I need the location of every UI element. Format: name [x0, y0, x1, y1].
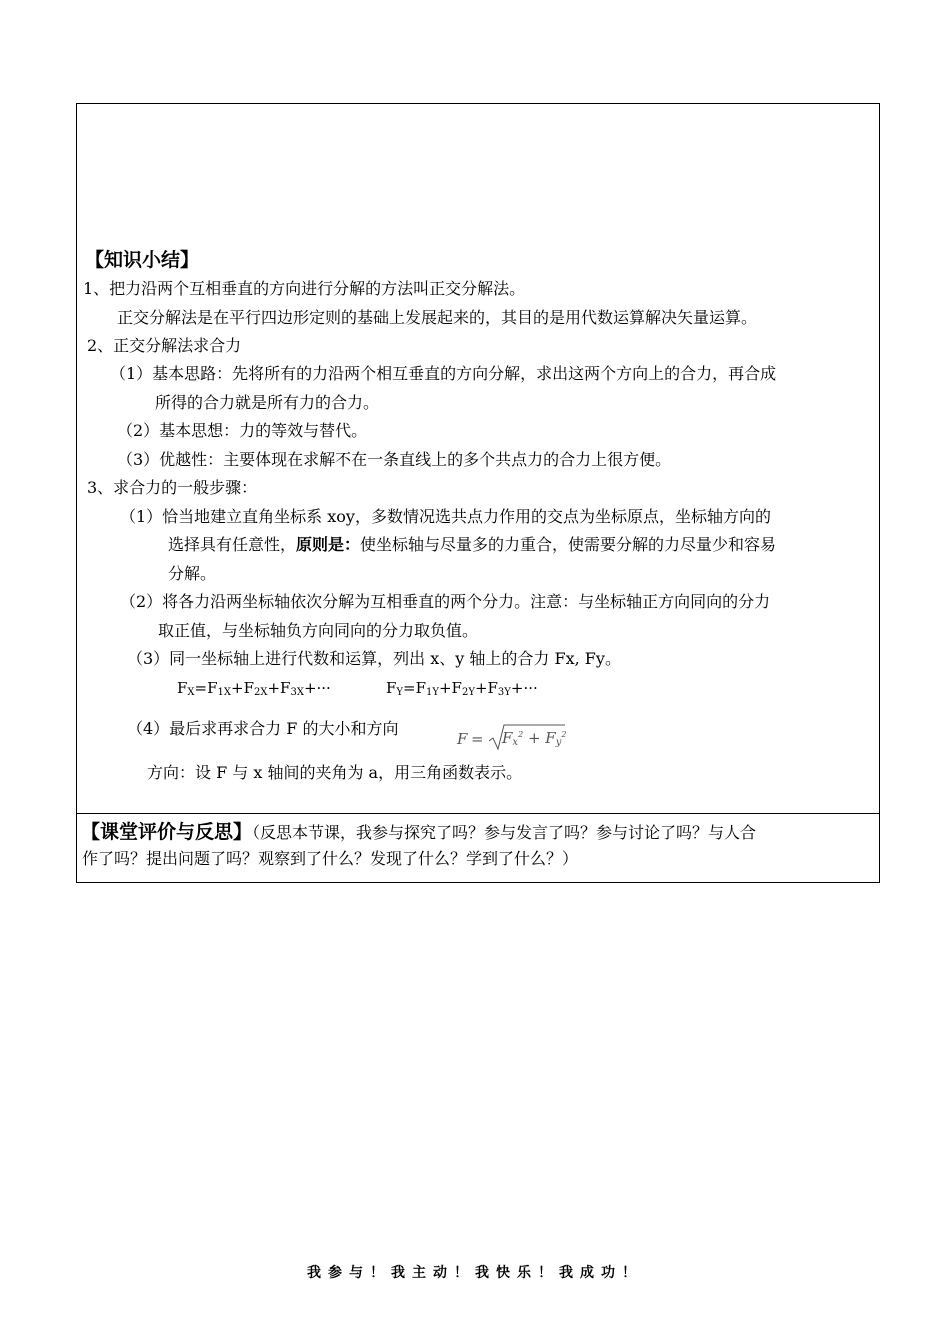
content-box [76, 103, 880, 883]
summary-item-1-continued: 正交分解法是在平行四边形定则的基础上发展起来的，其目的是用代数运算解决矢量运算。 [117, 308, 758, 327]
fy-equation: $F_Y=F_{1Y}+F_{2Y}+F_{3Y}+\cdot\cdot\cdot$ [386, 679, 538, 698]
step-1: （1）恰当地建立直角坐标系 xoy，多数情况选共点力作用的交点为坐标原点，坐标轴方向的 [120, 507, 771, 526]
footer-slogan: 我参与！我主动！我快乐！我成功！ [307, 1265, 643, 1281]
reflection-text-continued: 作了吗？提出问题了吗？观察到了什么？发现了什么？学到了什么？） [82, 849, 579, 868]
summary-item-2-1: （1）基本思路：先将所有的力沿两个相互垂直的方向分解，求出这两个方向上的合力，再合成 [110, 364, 777, 383]
step-4: （4）最后求再求合力 F 的大小和方向 [127, 719, 399, 738]
step-2-continued: 取正值，与坐标轴负方向同向的分力取负值。 [158, 621, 479, 640]
direction-line: 方向：设 F 与 x 轴间的夹角为 a，用三角函数表示。 [147, 763, 523, 782]
summary-item-3: 3、求合力的一般步骤： [87, 478, 258, 497]
reflection-line [81, 820, 756, 844]
step-1-principle-label: 原则是： [296, 535, 361, 554]
reflection-text: （反思本节课，我参与探究了吗？参与发言了吗？参与讨论了吗？与人合 [252, 823, 757, 842]
section-divider [77, 813, 879, 814]
summary-item-1: 1、把力沿两个互相垂直的方向进行分解的方法叫正交分解法。 [83, 279, 526, 298]
fx-equation: $F_X=F_{1X}+F_{2X}+F_{3X}+\cdot\cdot\cdot$ [177, 679, 331, 698]
summary-item-2-2: （2）基本思想：力的等效与替代。 [117, 421, 368, 440]
step-3: （3）同一坐标轴上进行代数和运算，列出 x、y 轴上的合力 Fx, Fy。 [127, 649, 621, 668]
step-1-end: 分解。 [168, 564, 217, 583]
summary-item-2: 2、正交分解法求合力 [87, 336, 242, 355]
summary-title: 【知识小结】 [85, 249, 200, 271]
reflection-title: 【课堂评价与反思】 [81, 821, 253, 843]
resultant-force-formula: F = $F_x^2 + F_y^2$ [457, 723, 567, 753]
step-2: （2）将各力沿两坐标轴依次分解为互相垂直的两个分力。注意：与坐标轴正方向同向的分力 [120, 592, 771, 611]
summary-item-2-1-continued: 所得的合力就是所有力的合力。 [155, 393, 380, 412]
summary-item-2-3: （3）优越性：主要体现在求解不在一条直线上的多个共点力的合力上很方便。 [117, 450, 672, 469]
step-1-continued [168, 535, 776, 555]
step-1-text: 选择具有任意性， [168, 535, 297, 554]
step-1-principle-text: 使坐标轴与尽量多的力重合，使需要分解的力尽量少和容易 [360, 535, 777, 554]
